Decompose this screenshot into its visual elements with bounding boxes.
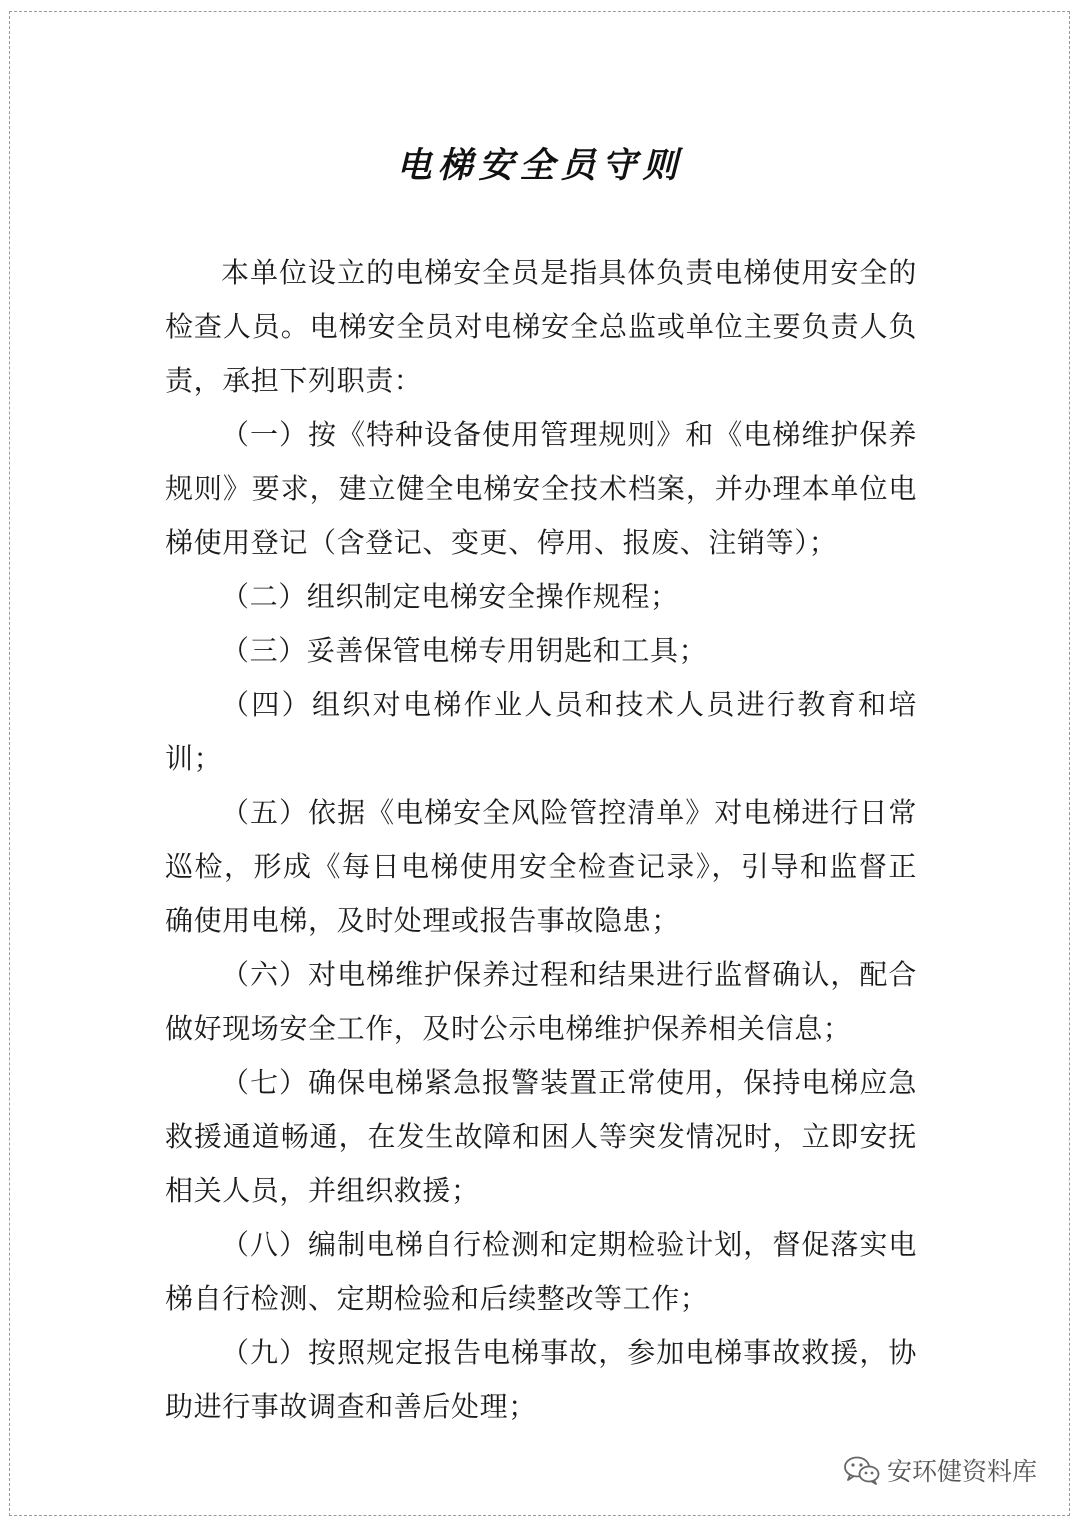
paragraph-intro: 本单位设立的电梯安全员是指具体负责电梯使用安全的检查人员。电梯安全员对电梯安全总监或单位主要负责人负责，承担下列职责： — [165, 256, 917, 397]
watermark — [843, 1452, 1037, 1488]
document-body — [165, 246, 917, 1434]
paragraph-item-7: （七）确保电梯紧急报警装置正常使用，保持电梯应急救援通道畅通，在发生故障和困人等突发情况时，立即安抚相关人员，并组织救援； — [165, 1066, 917, 1207]
watermark-text: 安环健资料库 — [887, 1457, 1038, 1486]
paragraph-item-2: （二）组织制定电梯安全操作规程； — [221, 580, 679, 613]
paragraph-item-4: （四）组织对电梯作业人员和技术人员进行教育和培训； — [165, 688, 917, 775]
wechat-icon — [843, 1455, 881, 1485]
paragraph-item-3: （三）妥善保管电梯专用钥匙和工具； — [221, 634, 708, 667]
paragraph-item-5: （五）依据《电梯安全风险管控清单》对电梯进行日常巡检，形成《每日电梯使用安全检查记录》，引导和监督正确使用电梯，及时处理或报告事故隐患； — [165, 796, 917, 937]
paragraph-item-1: （一）按《特种设备使用管理规则》和《电梯维护保养规则》要求，建立健全电梯安全技术档案，并办理本单位电梯使用登记（含登记、变更、停用、报废、注销等）； — [165, 418, 917, 559]
paragraph-item-9: （九）按照规定报告电梯事故，参加电梯事故救援，协助进行事故调查和善后处理； — [165, 1336, 917, 1423]
document-title: 电梯安全员守则 — [396, 145, 684, 186]
paragraph-item-8: （八）编制电梯自行检测和定期检验计划，督促落实电梯自行检测、定期检验和后续整改等工作； — [165, 1228, 917, 1315]
paragraph-item-6: （六）对电梯维护保养过程和结果进行监督确认，配合做好现场安全工作，及时公示电梯维护保养相关信息； — [165, 958, 917, 1045]
